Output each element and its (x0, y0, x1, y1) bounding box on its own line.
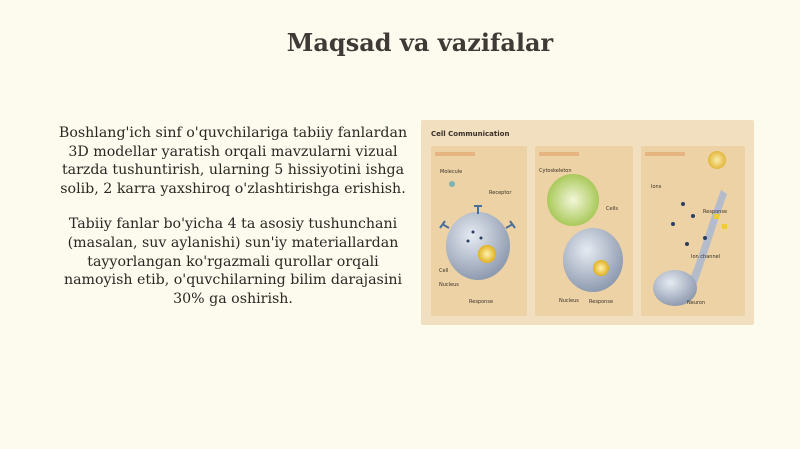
label-receptor: Receptor (489, 190, 512, 196)
figure-title: Cell Communication (431, 130, 510, 138)
label-cell: Cell (439, 268, 449, 274)
cell-shape (446, 212, 510, 280)
response-glow-shape (708, 151, 726, 169)
label-cells: Cells (606, 206, 618, 212)
panel-cytoskeleton (535, 146, 633, 316)
label-molecule: Molecule (440, 169, 463, 175)
goal-paragraph-2: Tabiiy fanlar bo'yicha 4 ta asosiy tushunchani (masalan, suv aylanishi) sun'iy materiallardan tayyorlangan ko'rgazmali qurollar orqali namoyish etib, o'quvchilarning bilim darajasini 30% ga oshirish. (63, 216, 403, 307)
goal-paragraph-1: Boshlang'ich sinf o'quvchilariga tabiiy fanlardan 3D modellar yaratish orqali mavzularni vizual tarzda tushuntirish, ularning 5 hissiyotini ishga solib, 2 karra yaxshiroq o'zlashtirishga erishish. (58, 125, 408, 197)
label-response-1: Response (469, 299, 494, 305)
slide-body (52, 124, 414, 325)
label-nucleus: Nucleus (439, 282, 459, 288)
label-nucleus-2: Nucleus (559, 298, 579, 304)
label-ion-channel: Ion channel (691, 254, 721, 260)
slide-title: Maqsad va vazifalar (286, 28, 554, 57)
nucleus-shape (478, 245, 496, 263)
cell-shape-2 (563, 228, 623, 292)
panel-neuron (641, 146, 745, 316)
nucleus-shape-2 (593, 260, 609, 276)
label-response-3: Response (703, 209, 728, 215)
cell-communication-figure (421, 120, 754, 325)
green-cell-shape (547, 174, 599, 226)
label-ions: Ions (651, 184, 662, 190)
cell-communication-illustration (421, 120, 754, 325)
molecule-shape (449, 181, 455, 187)
label-cytoskeleton: Cytoskeleton (539, 168, 572, 174)
label-neuron: Neuron (687, 300, 706, 306)
panel-receptor-signaling (431, 146, 527, 316)
label-response-2: Response (589, 299, 614, 305)
